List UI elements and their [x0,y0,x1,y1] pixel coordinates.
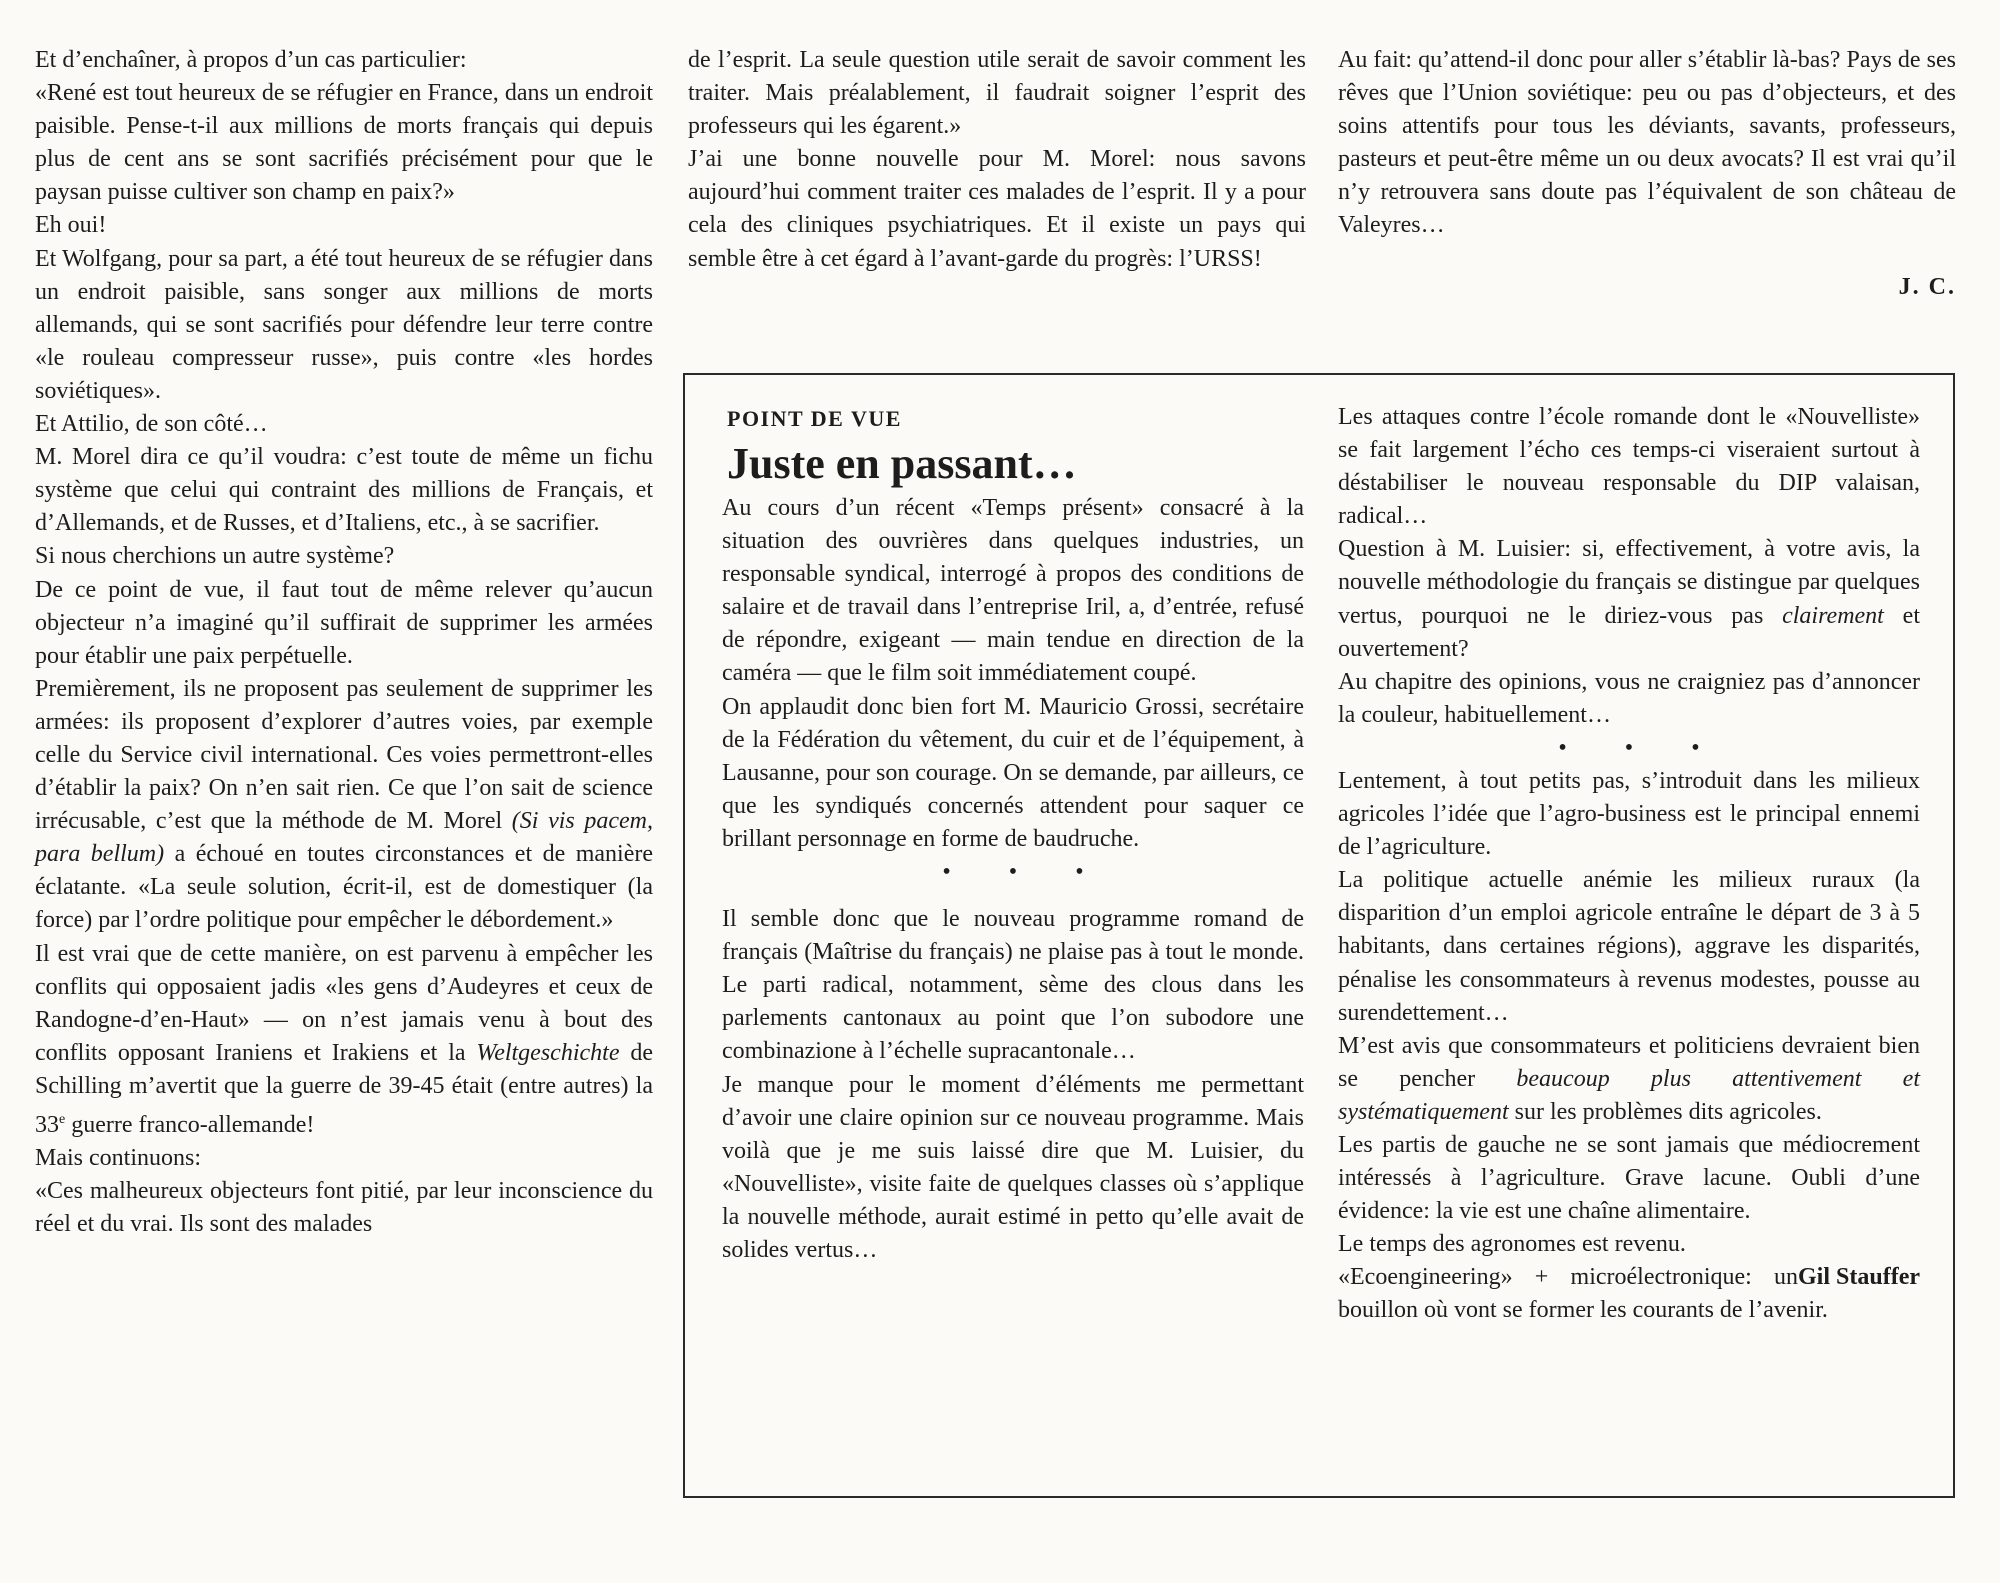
superscript: e [59,1112,66,1127]
paragraph: Au chapitre des opinions, vous ne craigniez pas d’annoncer la couleur, habituellement… [1338,668,1920,728]
paragraph [1338,1261,1920,1327]
article-column-3 [1338,44,1956,304]
paragraph: Et Attilio, de son côté… [35,411,268,438]
text-run: M’est avis que consommateurs et politiciens devraient bien se pencher [1338,1032,1920,1092]
author-signature: J. C. [1898,273,1956,300]
text-run: Question à M. Luisier: si, effectivement, à votre avis, la nouvelle méthodologie du français se distingue par quelques vertus, pourquoi ne le diriez-vous pas [1338,536,1920,629]
paragraph: La politique actuelle anémie les milieux ruraux (la disparition d’un emploi agricole entraîne le départ de 3 à 5 habitants, dans certaines régions), aggrave les disparités, pénalise les consommateurs à revenus modestes, pousse au surendettement… [1338,867,1920,1026]
paragraph: «René est tout heureux de se réfugier en France, dans un endroit paisible. Pense-t-il aux millions de morts français qui depuis plus de cent ans se sont sacrifiés précisément pour que le paysan puisse cultiver son champ en paix?» [35,80,653,206]
paragraph: Lentement, à tout petits pas, s’introduit dans les milieux agricoles l’idée que l’agro-business est le principal ennemi de l’agriculture. [1338,767,1920,861]
paragraph: Au cours d’un récent «Temps présent» consacré à la situation des ouvrières dans quelques industries, un responsable syndical, interrogé à propos des conditions de salaire et de travail dans l’entreprise Iril, a, d’entrée, refusé de répondre, exigeant — main tendue en direction de la caméra — que le film soit immédiatement coupé. [722,495,1304,687]
paragraph: On applaudit donc bien fort M. Mauricio Grossi, secrétaire de la Fédération du vêtement, du cuir et de l’équipement, à Lausanne, pour son courage. On se demande, par ailleurs, ce que les syndiqués concernés attendent pour saquer ce brillant personnage en forme de baudruche. [722,693,1304,852]
paragraph: Et d’enchaîner, à propos d’un cas particulier: [35,47,467,73]
author-signature: Gil Stauffer [1798,1264,1920,1291]
paragraph: Le temps des agronomes est revenu. [1338,1231,1686,1258]
article-headline: Juste en passant… [727,439,1077,488]
article-column-2 [688,44,1306,276]
paragraph: Il semble donc que le nouveau programme romand de français (Maîtrise du français) ne plaise pas à tout le monde. Le parti radical, notamment, sème des clous dans les parlements cantonaux au point que l’on subodore une combinazione à l’échelle supracantonale… [722,906,1304,1065]
paragraph: Mais continuons: [35,1145,201,1172]
article-column-1 [35,44,653,1241]
text-run: Premièrement, ils ne proposent pas seulement de supprimer les armées: ils proposent d’explorer d’autres voies, par exemple celle du Service civil international. Ces voies permettront-elles d’établir la paix? On n’en sait rien. Ce que l’on sait de science irrécusable, c’est que la méthode de M. Morel [35,675,653,835]
section-separator: • • • [942,859,1110,886]
paragraph [35,938,653,1143]
box-column-right [1338,401,1920,1328]
section-kicker: POINT DE VUE [727,406,902,431]
paragraph: de l’esprit. La seule question utile serait de savoir comment les traiter. Mais préalablement, il faudrait soigner l’esprit des professeurs qui les égarent.» [688,47,1306,140]
paragraph: Eh oui! [35,212,107,239]
paragraph: Si nous cherchions un autre système? [35,543,395,570]
paragraph: De ce point de vue, il faut tout de même relever qu’aucun objecteur n’a imaginé qu’il suffirait de supprimer les armées pour établir une paix perpétuelle. [35,576,653,669]
italic-run: beaucoup plus attentivement et systématiquement [1338,1065,1920,1125]
text-run: guerre franco-allemande! [65,1112,315,1138]
paragraph [1338,533,1920,665]
paragraph: Au fait: qu’attend-il donc pour aller s’établir là-bas? Pays de ses rêves que l’Union soviétique: peu ou pas d’objecteurs, et des soins attentifs pour tous les déviants, savants, professeurs, pasteurs et peut-être même un ou deux avocats? Il est vrai qu’il n’y retrouvera sans doute pas l’équivalent de son château de Valeyres… [1338,47,1956,239]
paragraph: Les attaques contre l’école romande dont le «Nouvelliste» se fait largement l’écho ces temps-ci viseraient surtout à déstabiliser le nouveau responsable du DIP valaisan, radical… [1338,404,1920,530]
paragraph: Les partis de gauche ne se sont jamais que médiocrement intéressés à l’agriculture. Grave lacune. Oubli d’une évidence: la vie est une chaîne alimentaire. [1338,1131,1920,1225]
paragraph: Je manque pour le moment d’éléments me permettant d’avoir une claire opinion sur ce nouveau programme. Mais voilà que je me suis laissé dire que M. Luisier, du «Nouvelliste», visite faite de quelques classes où s’applique la nouvelle méthode, aurait estimé in petto qu’elle avait de solides vertus… [722,1071,1304,1263]
paragraph: M. Morel dira ce qu’il voudra: c’est toute de même un fichu système que celui qui contraint des millions de Français, et d’Allemands, et de Russes, et d’Italiens, etc., à se sacrifier. [35,444,653,537]
box-column-left [722,404,1304,1267]
text-run: Il est vrai que de cette manière, on est parvenu à empêcher les conflits qui opposaient jadis «les gens d’Audeyres et ceux de Randogne-d’en-Haut» — on n’est jamais venu à bout des conflits opposant Iraniens et Irakiens et la [35,940,653,1066]
text-run: et ouvertement? [1338,602,1920,662]
italic-run: (Si vis pacem, para bellum) [35,808,653,868]
paragraph: J’ai une bonne nouvelle pour M. Morel: nous savons aujourd’hui comment traiter ces malades de l’esprit. Il y a pour cela des cliniques psychiatriques. Et il existe un pays qui semble être à cet égard à l’avant-garde du progrès: l’URSS! [688,146,1306,272]
italic-run: Weltgeschichte [476,1039,620,1066]
text-run: de Schilling m’avertit que la guerre de 39-45 était (entre autres) la 33 [35,1039,654,1138]
text-run: «Ecoengineering» + microélectronique: un bouillon où vont se former les courants de l’avenir. [1338,1264,1828,1324]
section-separator: • • • [1558,734,1726,761]
text-run: sur les problèmes dits agricoles. [1508,1098,1822,1125]
paragraph [35,673,653,938]
text-run: a échoué en toutes circonstances et de manière éclatante. «La seule solution, écrit-il, est de domestiquer (la force) par l’ordre politique pour empêcher le débordement.» [35,841,653,934]
paragraph [1338,1030,1920,1129]
paragraph: «Ces malheureux objecteurs font pitié, par leur inconscience du réel et du vrai. Ils sont des malades [35,1178,653,1238]
italic-run: clairement [1782,602,1884,629]
paragraph: Et Wolfgang, pour sa part, a été tout heureux de se réfugier dans un endroit paisible, sans songer aux millions de morts allemands, qui se sont sacrifiés pour défendre leur terre contre «le rouleau compresseur russe», puis contre «les hordes soviétiques». [35,245,653,404]
